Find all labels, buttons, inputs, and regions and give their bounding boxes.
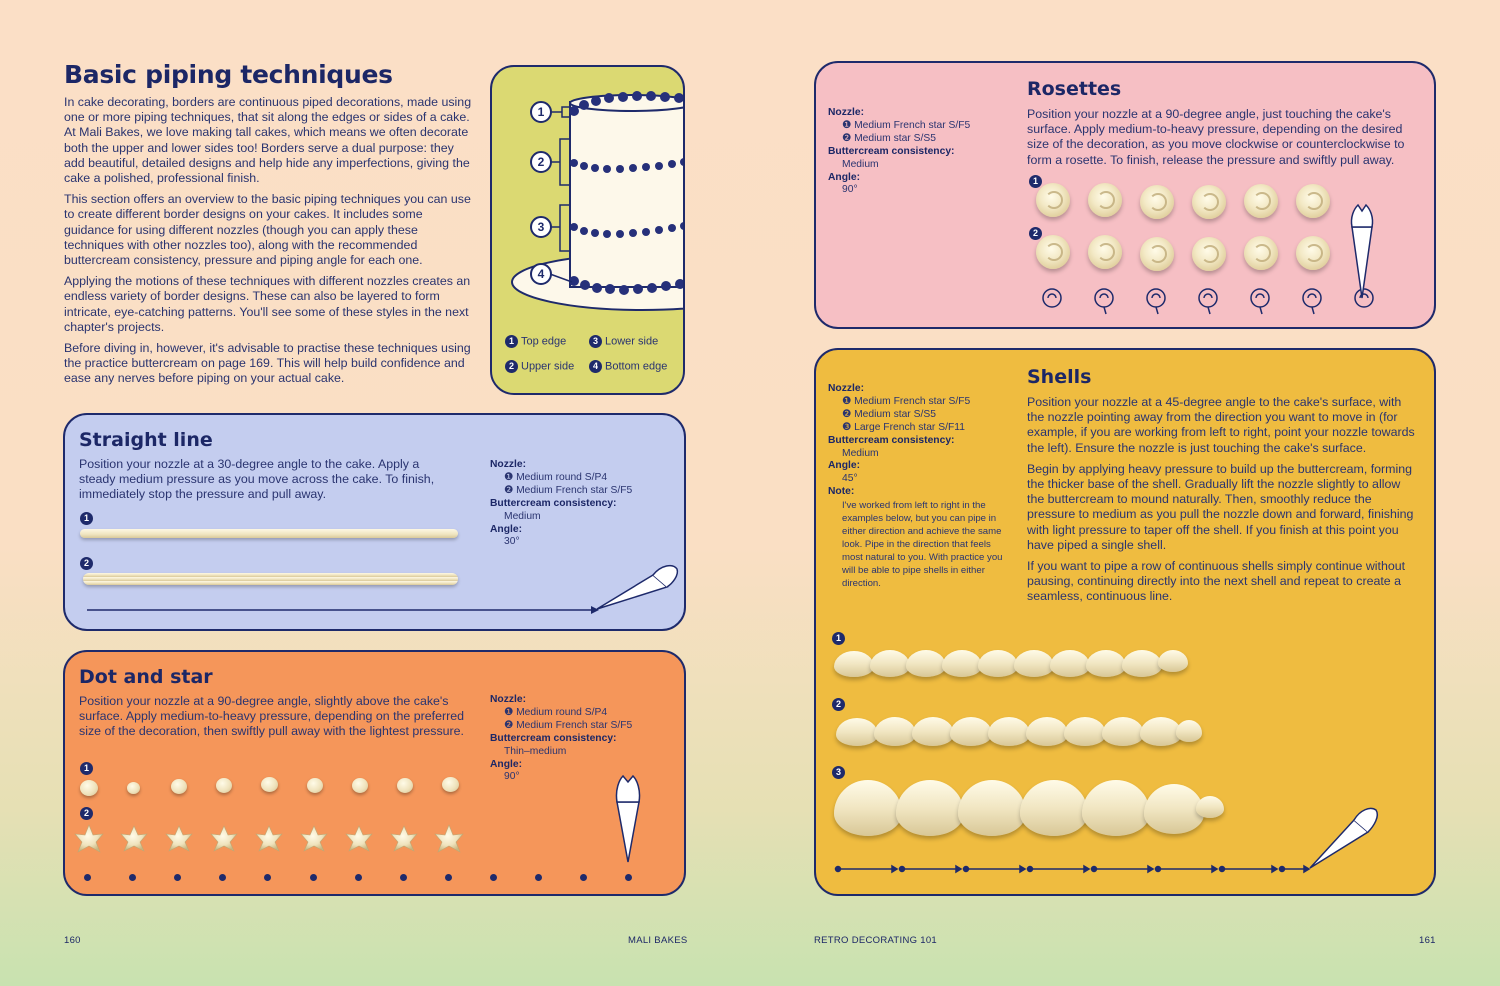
cake-marker: 1 — [530, 101, 552, 123]
piped-line-round — [80, 529, 458, 538]
cake-marker: 4 — [530, 263, 552, 285]
piped-shell — [906, 650, 946, 677]
piped-rosette — [1088, 235, 1122, 269]
cake-legend-item: 3 Lower side — [589, 335, 658, 348]
straight-line-specs: Nozzle: ❶ Medium round S/P4 ❷ Medium French star S/F5 Buttercream consistency: Medium Angle: 30° — [490, 459, 633, 548]
piped-dot — [352, 778, 368, 793]
dot-and-star-card — [63, 650, 686, 896]
piped-shell — [1050, 650, 1090, 677]
dot-and-star-specs: Nozzle: ❶ Medium round S/P4 ❷ Medium French star S/F5 Buttercream consistency: Thin–medium Angle: 90° — [490, 694, 633, 783]
rosettes-text: Position your nozzle at a 90-degree angle, just touching the cake's surface. Apply medium-to-heavy pressure, depending on the desired size of the decoration, as you move clockwise or counterclockwise to form a rosette. To finish, release the pressure and swiftly pull away. — [1027, 107, 1405, 167]
piped-shell — [1086, 650, 1126, 677]
piping-bag-icon — [613, 772, 643, 867]
piped-shell — [1026, 717, 1068, 746]
intro-paragraph: This section offers an overview to the basic piping techniques you can use to create different border designs on your cakes. It includes some guidance for using different nozzles (though you can apply these techniques with other nozzles too), along with the recommended buttercream consistency, pressure and piping angle for each one. — [64, 192, 471, 268]
dot-and-star-text: Position your nozzle at a 90-degree angle, slightly above the cake's surface. Apply medium-to-heavy pressure, depending on the preferred size of the decoration, then swiftly pull away with the lightest pressure. — [79, 694, 465, 739]
piped-rosette — [1192, 185, 1226, 219]
straight-line-title: Straight line — [79, 429, 213, 451]
guide-dot — [355, 874, 362, 881]
guide-dot — [310, 874, 317, 881]
piped-shell — [834, 651, 874, 677]
piped-dot — [442, 777, 459, 792]
piped-shell — [1122, 650, 1162, 677]
piped-dot — [80, 780, 98, 796]
shell-direction-arrows — [834, 800, 1394, 880]
intro-paragraph: Applying the motions of these techniques with different nozzles creates an endless variety of border designs. These can also be layered to form intricate, eye-catching patterns. You'll see some of these styles in the next chapter's projects. — [64, 274, 471, 334]
shells-title: Shells — [1027, 366, 1092, 388]
rosettes-title: Rosettes — [1027, 78, 1122, 100]
piped-rosette — [1140, 237, 1174, 271]
row-number: 2 — [80, 557, 93, 570]
cake-legend-item: 1 Top edge — [505, 335, 566, 348]
shells-card — [814, 348, 1436, 896]
page-number-left: 160 — [64, 935, 81, 946]
cake-diagram-card — [490, 65, 685, 395]
row-number: 1 — [80, 762, 93, 775]
piped-shell — [942, 650, 982, 677]
piped-shell — [988, 717, 1030, 746]
piped-rosette — [1296, 184, 1330, 218]
piped-dot — [307, 778, 323, 793]
piped-shell — [1158, 650, 1188, 672]
straight-line-card — [63, 413, 686, 631]
piped-shell — [1176, 720, 1202, 742]
cake-legend-item: 2 Upper side — [505, 360, 574, 373]
piped-shell — [874, 717, 916, 746]
piped-rosette — [1244, 236, 1278, 270]
row-number: 2 — [832, 698, 845, 711]
cake-legend-item: 4 Bottom edge — [589, 360, 667, 373]
straight-line-text: Position your nozzle at a 30-degree angle to the cake. Apply a steady medium pressure as you move across the cake. To finish, immediately stop the pressure and pull away. — [79, 457, 435, 502]
shells-paragraph: Begin by applying heavy pressure to build up the buttercream, forming the thicker base of the shell. Gradually lift the nozzle slightly to allow the buttercream to mound naturally. Then, smoothly reduce the pressure to medium as you pull the nozzle down and forward, finishing with light pressure to taper off the shell. If you finish at this point you have piped a single shell. — [1027, 461, 1414, 552]
piped-shell — [1102, 717, 1144, 746]
piped-rosette — [1192, 237, 1226, 271]
guide-dot — [535, 874, 542, 881]
guide-dot — [580, 874, 587, 881]
piped-shell — [950, 717, 992, 746]
page-number-right: 161 — [1419, 935, 1436, 946]
shells-paragraph: If you want to pipe a row of continuous shells simply continue without pausing, continuing directly into the next shell and repeat to create a seamless, continuous line. — [1027, 559, 1406, 604]
guide-dot — [174, 874, 181, 881]
footer-book-title: MALI BAKES — [628, 935, 688, 946]
piped-shell — [1014, 650, 1054, 677]
guide-dot — [490, 874, 497, 881]
rosettes-specs: Nozzle: ❶ Medium French star S/F5 ❷ Medium star S/S5 Buttercream consistency: Medium Angle: 90° — [828, 107, 971, 196]
piped-rosette — [1036, 183, 1070, 217]
piped-shell — [912, 717, 954, 746]
piped-shell — [1064, 717, 1106, 746]
piped-rosette — [1244, 184, 1278, 218]
dot-and-star-title: Dot and star — [79, 666, 213, 688]
piping-bag-arrow — [83, 555, 683, 615]
shells-paragraph: Position your nozzle at a 45-degree angle to the cake's surface, with the nozzle pointing away from the direction you want to move in (for example, if you are working from left to right, point your nozzle towards the left). Ensure the nozzle is just touching the cake's surface. — [1027, 395, 1415, 455]
piped-shell — [978, 650, 1018, 677]
intro-paragraph: Before diving in, however, it's advisable to practise these techniques using the practice buttercream on page 169. This will help build confidence and ease any nerves before piping on your actual cake. — [64, 341, 471, 386]
row-number: 2 — [80, 807, 93, 820]
cake-illustration — [492, 67, 685, 337]
cake-marker: 2 — [530, 151, 552, 173]
piped-rosette — [1296, 236, 1330, 270]
guide-dot — [400, 874, 407, 881]
row-number: 2 — [1029, 227, 1042, 240]
piped-dot — [397, 778, 413, 793]
row-number: 1 — [832, 632, 845, 645]
intro-text — [64, 95, 476, 393]
piped-dot — [261, 777, 278, 792]
rosette-motion-icons — [1036, 278, 1376, 318]
row-number: 1 — [1029, 175, 1042, 188]
piping-bag-icon — [1348, 203, 1376, 303]
row-number: 1 — [80, 512, 93, 525]
piped-rosette — [1036, 235, 1070, 269]
guide-dot — [129, 874, 136, 881]
piped-rosette — [1088, 183, 1122, 217]
piped-stars — [71, 822, 481, 862]
piped-dot — [127, 782, 140, 794]
rosettes-card — [814, 61, 1436, 329]
guide-dot — [264, 874, 271, 881]
page-title: Basic piping techniques — [64, 60, 393, 89]
cake-marker: 3 — [530, 216, 552, 238]
footer-chapter-title: RETRO DECORATING 101 — [814, 935, 938, 946]
piped-rosette — [1140, 185, 1174, 219]
guide-dot — [625, 874, 632, 881]
intro-paragraph: In cake decorating, borders are continuous piped decorations, made using one or more piping techniques, that sit along the edges or sides of a cake. At Mali Bakes, we love making tall cakes, which means we often decorate both the upper and lower sides too! Borders serve a dual purpose: they add beautiful, detailed designs and help hide any imperfections, giving the cake a polished, professional finish. — [64, 95, 472, 186]
guide-dot — [219, 874, 226, 881]
piped-dot — [171, 779, 187, 794]
piped-dot — [216, 778, 232, 793]
piped-shell — [870, 650, 910, 677]
guide-dot — [84, 874, 91, 881]
shells-specs: Nozzle: ❶ Medium French star S/F5 ❷ Medium star S/S5 ❸ Large French star S/F11 Buttercream consistency: Medium Angle: 45° Note: I've worked from left to right in the examples below, but you can pipe in either direction and achieve the same look. Pipe in the direction that feels most natural to you. With practice you will be able to pipe shells in either direction. — [828, 383, 1003, 590]
guide-dot — [445, 874, 452, 881]
row-number: 3 — [832, 766, 845, 779]
shells-text — [1027, 395, 1419, 611]
piped-shell — [836, 718, 878, 746]
